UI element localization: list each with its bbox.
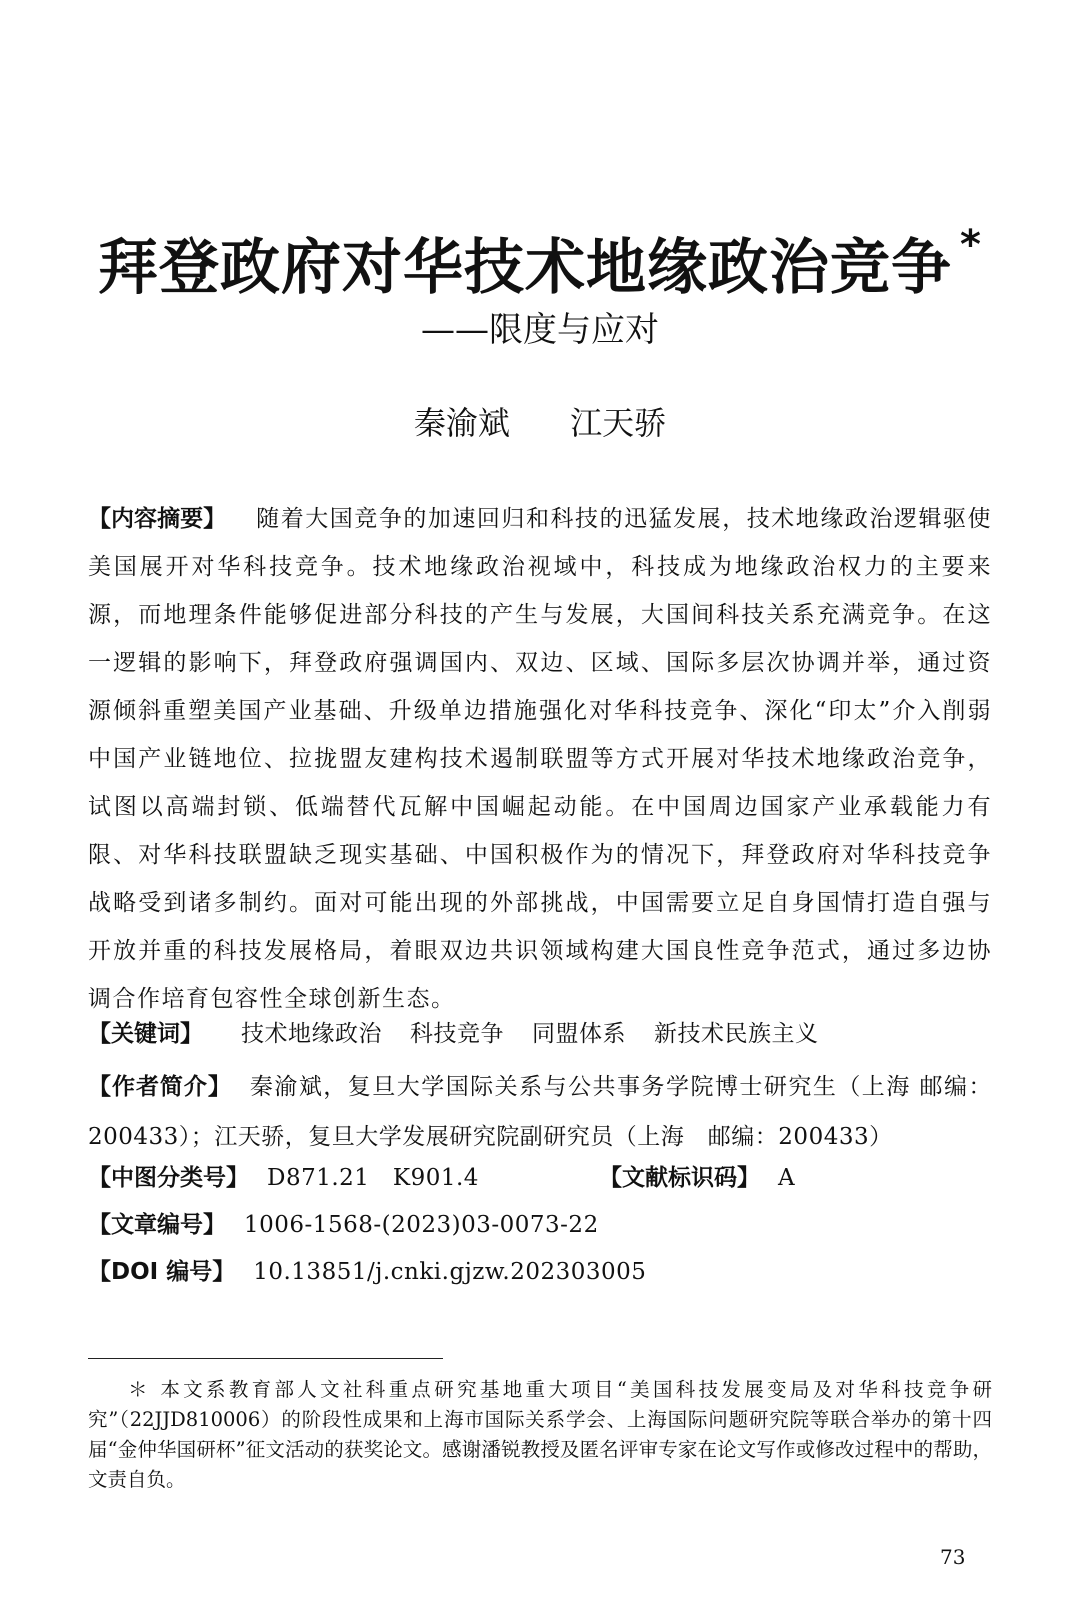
article-number [88, 1203, 992, 1247]
abstract-label: 【内容摘要】 [88, 506, 227, 532]
doi-label: 【DOI 编号】 [88, 1259, 236, 1285]
author-name: 秦渝斌 [413, 404, 510, 442]
title-text: 拜登政府对华技术地缘政治竞争 [98, 233, 953, 303]
keyword: 科技竞争 [410, 1021, 504, 1047]
abstract-text: 随着大国竞争的加速回归和科技的迅猛发展，技术地缘政治逻辑驱使美国展开对华科技竞争。技术地缘政治视域中，科技成为地缘政治权力的主要来源，而地理条件能够促进部分科技的产生与发展，大国间科技关系充满竞争。在这一逻辑的影响下，拜登政府强调国内、双边、区域、国际多层次协调并举，通过资源倾斜重塑美国产业基础、升级单边措施强化对华科技竞争、深化“印太”介入削弱中国产业链地位、拉拢盟友建构技术遏制联盟等方式开展对华技术地缘政治竞争，试图以高端封锁、低端替代瓦解中国崛起动能。在中国周边国家产业承载能力有限、对华科技联盟缺乏现实基础、中国积极作为的情况下，拜登政府对华科技竞争战略受到诸多制约。面对可能出现的外部挑战，中国需要立足自身国情打造自强与开放并重的科技发展格局，着眼双边共识领域构建大国良性竞争范式，通过多边协调合作培育包容性全球创新生态。 [88, 506, 993, 1012]
keyword: 技术地缘政治 [241, 1021, 382, 1047]
doi-value: 10.13851/j.cnki.gjzw.202303005 [253, 1259, 647, 1285]
classification-label: 【中图分类号】 [88, 1165, 249, 1191]
author-profile-label: 【作者简介】 [88, 1074, 232, 1100]
keywords [88, 1012, 992, 1056]
paper-title [0, 205, 1080, 308]
article-number-value: 1006-1568-(2023)03-0073-22 [244, 1212, 599, 1238]
author-profile-text: 秦渝斌，复旦大学国际关系与公共事务学院博士研究生（上海 邮编：200433）；江天骄，复旦大学发展研究院副研究员（上海 邮编：200433） [88, 1074, 993, 1150]
doi [88, 1250, 992, 1294]
keyword: 同盟体系 [532, 1021, 626, 1047]
page-number: 73 [940, 1545, 966, 1569]
classification-value: D871.21 K901.4 [267, 1165, 479, 1191]
doc-code-label: 【文献标识码】 [598, 1165, 760, 1191]
author-profile [88, 1062, 992, 1162]
footnote-divider [88, 1358, 443, 1359]
doc-code-value: A [777, 1165, 796, 1191]
title-footnote-mark: * [960, 222, 982, 268]
article-number-label: 【文章编号】 [88, 1212, 226, 1238]
keyword: 新技术民族主义 [654, 1021, 819, 1047]
author-list [0, 398, 1080, 448]
keywords-label: 【关键词】 [88, 1021, 203, 1047]
author-name: 江天骄 [570, 404, 667, 442]
abstract [88, 495, 992, 1023]
paper-subtitle: ——限度与应对 [421, 310, 659, 350]
footnote: ＊ 本文系教育部人文社科重点研究基地重大项目“美国科技发展变局及对华科技竞争研究”（22JJD810006）的阶段性成果和上海市国际关系学会、上海国际问题研究院等联合举办的第十四届“金仲华国研杯”征文活动的获奖论文。感谢潘锐教授及匿名评审专家在论文写作或修改过程中的帮助，文责自负。 [88, 1378, 992, 1491]
classification [88, 1156, 992, 1200]
